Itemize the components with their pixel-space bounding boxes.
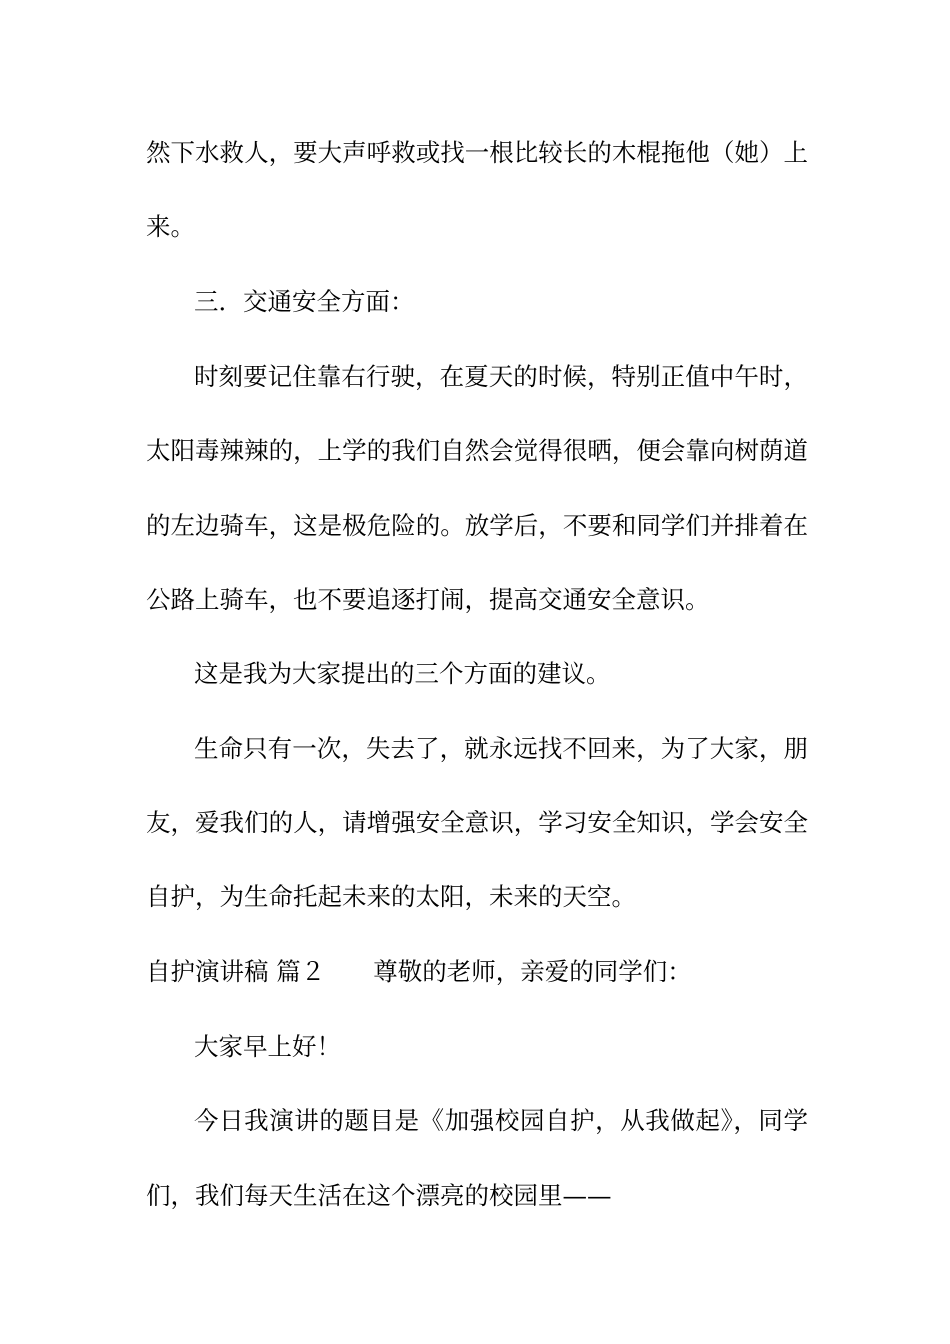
paragraph-line: 然下水救人，要大声呼救或找一根比较长的木棍拖他（她）上 <box>146 138 808 167</box>
speech-greeting: 尊敬的老师，亲爱的同学们： <box>373 957 692 986</box>
paragraph-line: 友，爱我们的人，请增强安全意识，学习安全知识，学会安全 <box>146 808 808 837</box>
paragraph-line: 这是我为大家提出的三个方面的建议。 <box>194 659 611 688</box>
paragraph-line: 的左边骑车，这是极危险的。放学后，不要和同学们并排着在 <box>146 511 808 540</box>
paragraph-line: 生命只有一次，失去了，就永远找不回来，为了大家，朋 <box>194 734 808 763</box>
speech-number: 篇２ <box>276 957 326 986</box>
paragraph-line: 今日我演讲的题目是《加强校园自护，从我做起》，同学 <box>194 1106 808 1135</box>
section-heading: 三．交通安全方面： <box>194 287 415 316</box>
paragraph-line: 自护，为生命托起未来的太阳，未来的天空。 <box>146 882 636 911</box>
speech-heading <box>146 956 692 988</box>
speech-title: 自护演讲稿 <box>146 957 269 986</box>
paragraph-line: 时刻要记住靠右行驶，在夏天的时候，特别正值中午时， <box>194 362 808 391</box>
paragraph-line: 来。 <box>146 212 195 241</box>
paragraph-line: 太阳毒辣辣的，上学的我们自然会觉得很晒，便会靠向树荫道 <box>146 436 808 465</box>
paragraph-line: 们，我们每天生活在这个漂亮的校园里—— <box>146 1181 612 1210</box>
paragraph-line: 公路上骑车，也不要追逐打闹，提高交通安全意识。 <box>146 585 710 614</box>
paragraph-line: 大家早上好！ <box>194 1032 341 1061</box>
